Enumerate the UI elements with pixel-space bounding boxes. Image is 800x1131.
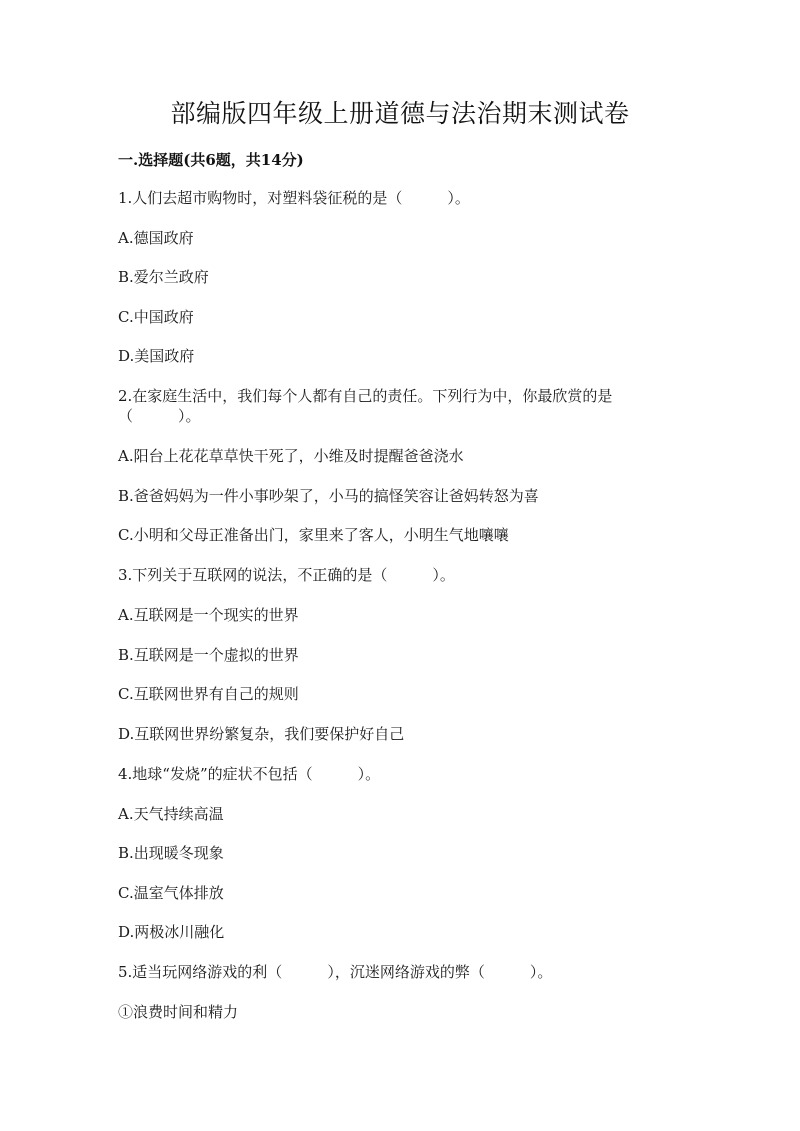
question-4-option-d: D.两极冰川融化	[118, 923, 225, 941]
question-3-stem: 3.下列关于互联网的说法，不正确的是（ ）。	[118, 566, 455, 584]
question-3-option-a: A.互联网是一个现实的世界	[118, 606, 299, 624]
question-2-option-a: A.阳台上花花草草快干死了，小维及时提醒爸爸浇水	[118, 447, 464, 465]
question-1-option-a: A.德国政府	[118, 229, 194, 247]
question-5-item-1: ①浪费时间和精力	[118, 1003, 239, 1021]
page-title: 部编版四年级上册道德与法治期末测试卷	[170, 99, 630, 128]
question-1-option-c: C.中国政府	[118, 308, 194, 326]
question-4-option-c: C.温室气体排放	[118, 884, 224, 902]
question-1-option-d: D.美国政府	[118, 347, 195, 365]
question-2-option-c: C.小明和父母正准备出门，家里来了客人，小明生气地嚷嚷	[118, 526, 509, 544]
question-5-stem: 5.适当玩网络游戏的利（ ），沉迷网络游戏的弊（ ）。	[118, 963, 553, 981]
question-2-stem: 2.在家庭生活中，我们每个人都有自己的责任。下列行为中，你最欣赏的是（ ）。	[118, 387, 613, 425]
question-3-option-d: D.互联网世界纷繁复杂，我们要保护好自己	[118, 725, 405, 743]
question-1-stem: 1.人们去超市购物时，对塑料袋征税的是（ ）。	[118, 189, 470, 207]
question-2-option-b: B.爸爸妈妈为一件小事吵架了，小马的搞怪笑容让爸妈转怒为喜	[118, 487, 539, 505]
question-4-stem: 4.地球“发烧”的症状不包括（ ）。	[118, 765, 381, 783]
question-3-option-b: B.互联网是一个虚拟的世界	[118, 646, 299, 664]
section-heading: 一.选择题(共6题，共14分)	[118, 151, 304, 169]
question-1-option-b: B.爱尔兰政府	[118, 268, 209, 286]
question-3-option-c: C.互联网世界有自己的规则	[118, 685, 299, 703]
question-4-option-a: A.天气持续高温	[118, 805, 224, 823]
question-4-option-b: B.出现暖冬现象	[118, 844, 224, 862]
